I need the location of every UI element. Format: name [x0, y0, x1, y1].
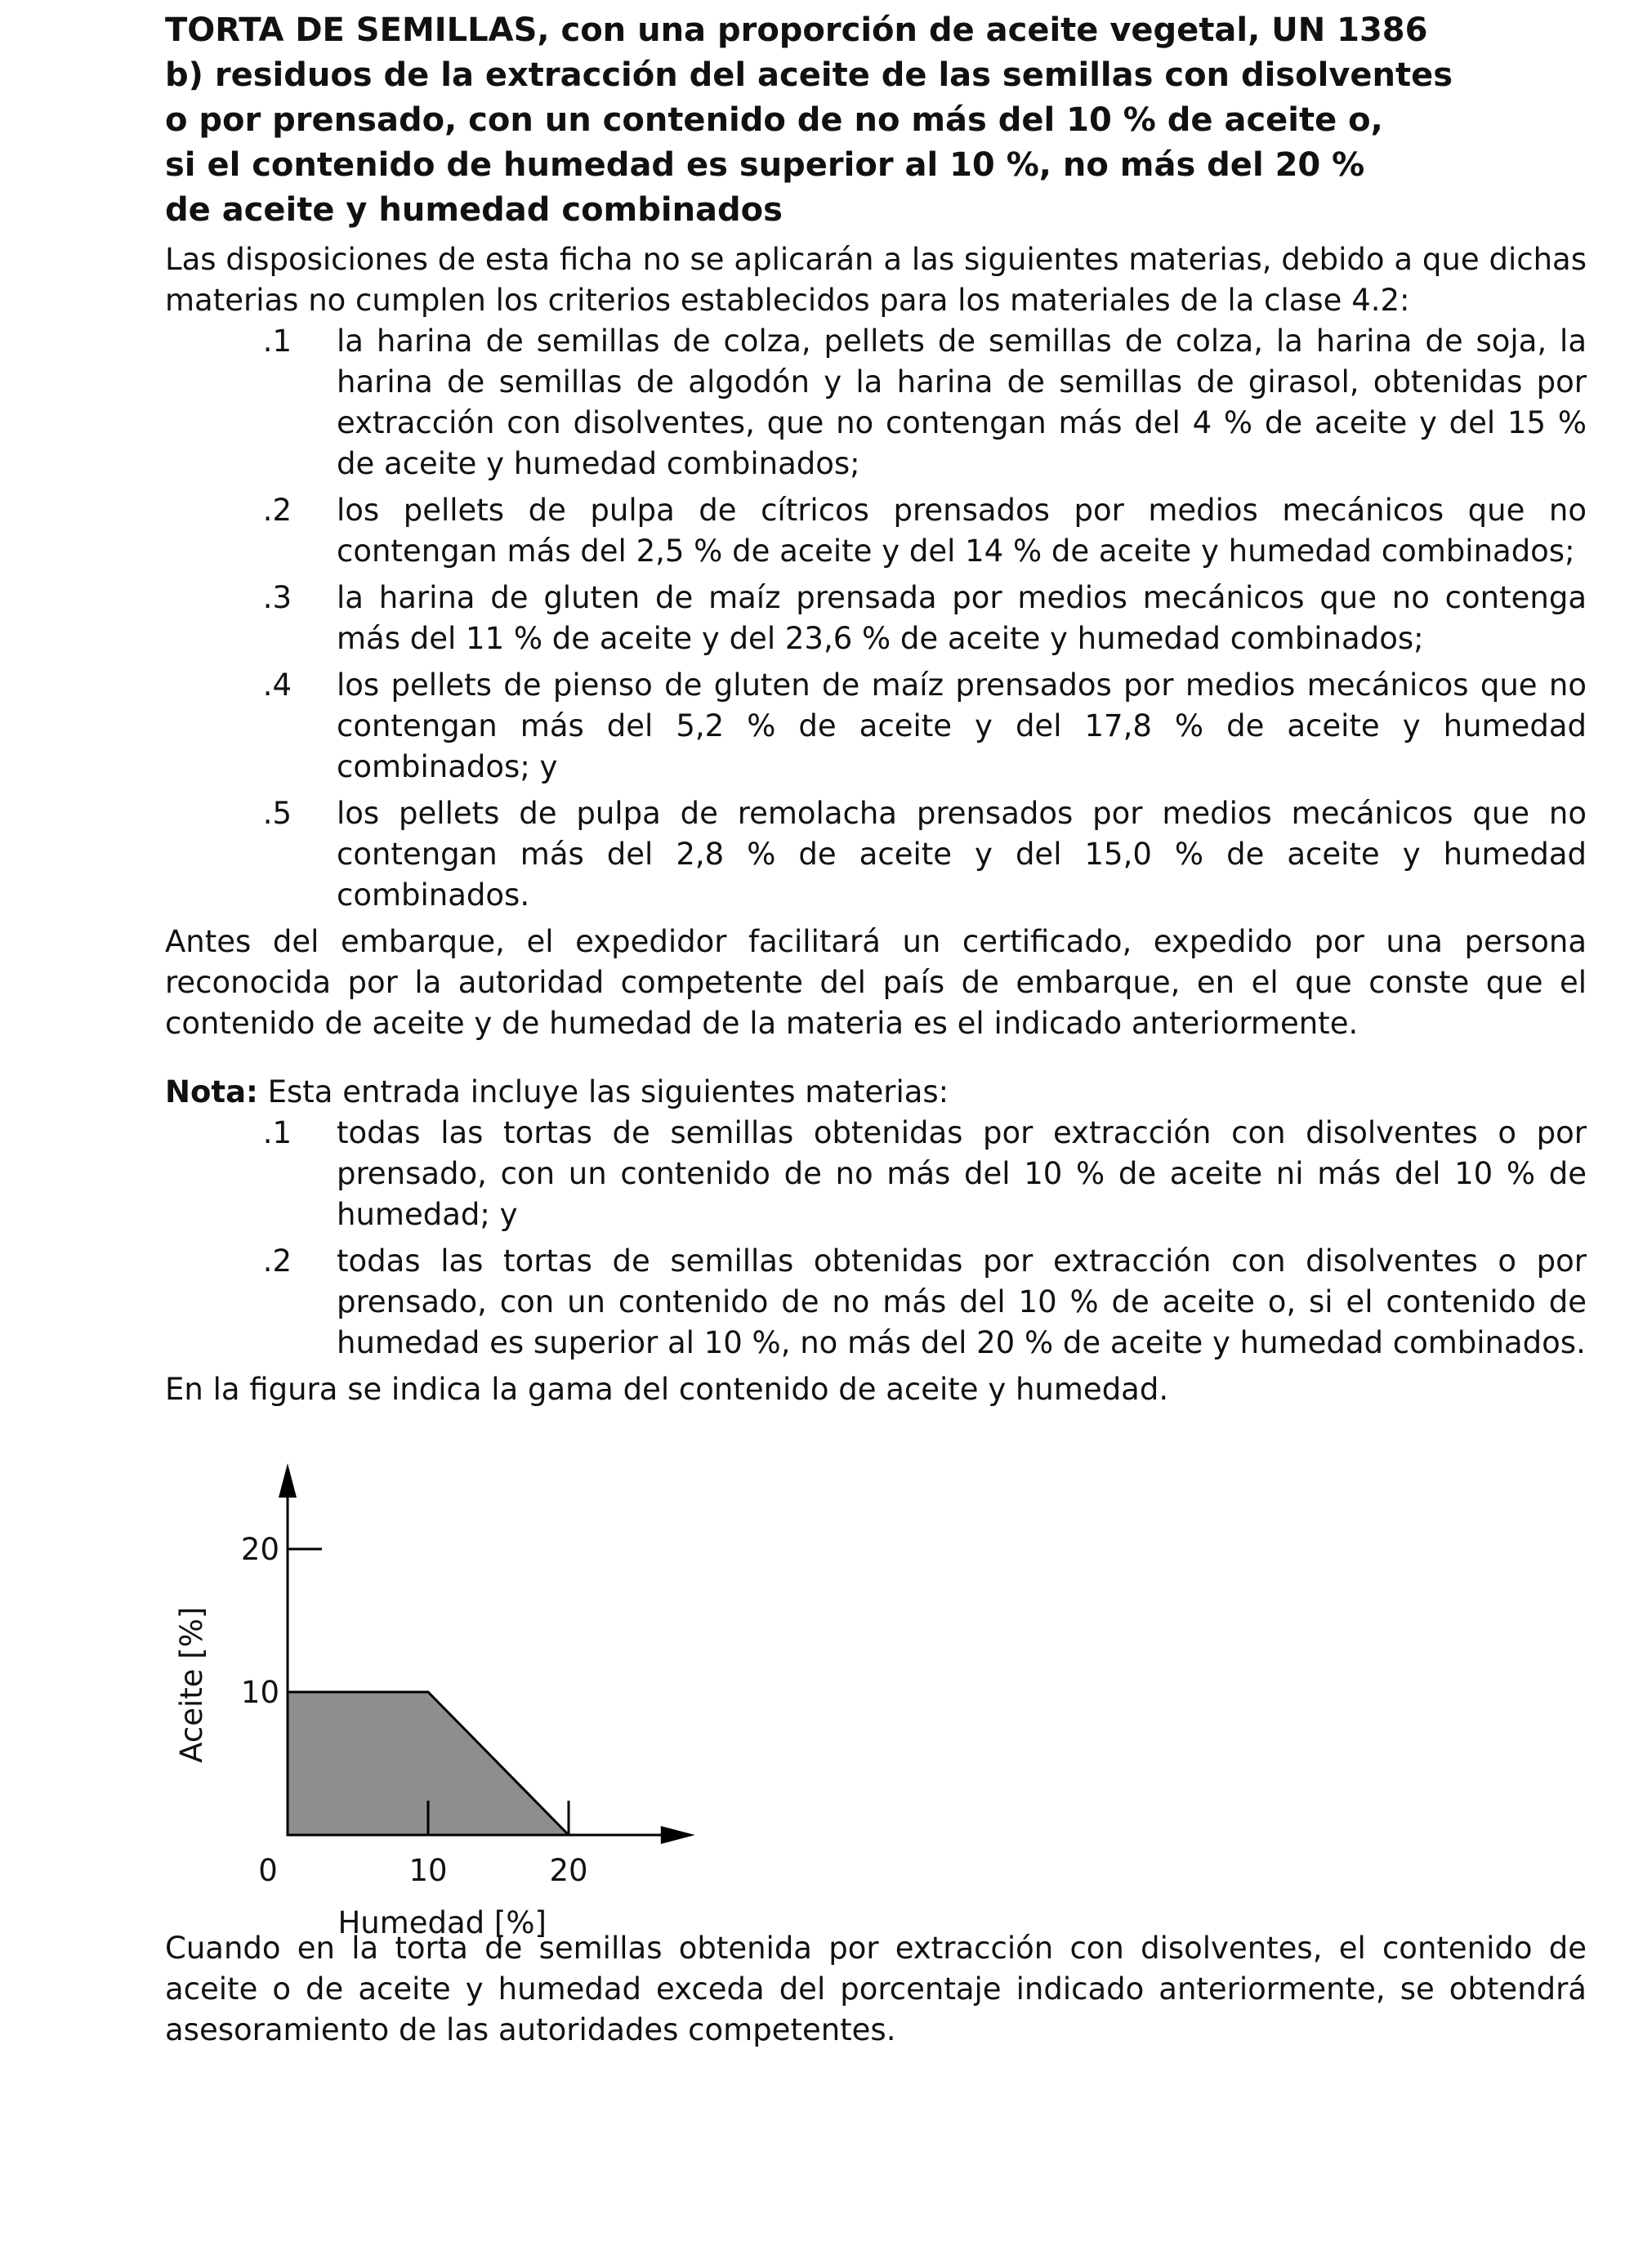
exclusions-list: [165, 321, 1587, 916]
nota-label: Nota:: [165, 1074, 258, 1109]
title-line: si el contenido de humedad es superior al 10 %, no más del 20 %: [165, 146, 1365, 184]
y-axis-arrow: [279, 1463, 297, 1498]
item-text: la harina de semillas de colza, pellets de semillas de colza, la harina de soja, la harina de semillas de algodón y la harina de semillas de girasol, obtenidas por extracción con disolventes, que no contengan más del 4 % de aceite y del 15 % de aceite y humedad combinados;: [337, 324, 1587, 481]
item-number: .3: [262, 580, 292, 615]
title-line: o por prensado, con un contenido de no más del 10 % de aceite o,: [165, 101, 1383, 139]
nota-paragraph: [165, 1072, 1587, 1113]
x-axis-arrow: [661, 1826, 695, 1844]
nota-list: [165, 1113, 1587, 1364]
document-page: [165, 0, 1587, 2051]
item-number: .4: [262, 667, 292, 703]
list-item: [165, 490, 1587, 572]
x-tick-label: 20: [549, 1853, 588, 1888]
list-item: [165, 321, 1587, 484]
x-tick-label: 10: [408, 1853, 448, 1888]
list-item: [165, 578, 1587, 659]
nota-text: Esta entrada incluye las siguientes materias:: [257, 1074, 949, 1109]
item-text: los pellets de pulpa de cítricos prensados por medios mecánicos que no contengan más del 2,5 % de aceite y del 14 % de aceite y humedad combinados;: [337, 493, 1587, 569]
item-text: todas las tortas de semillas obtenidas por extracción con disolventes o por prensado, con un contenido de no más del 10 % de aceite o, si el contenido de humedad es superior al 10 %, no más del 20 % de aceite y humedad combinados.: [337, 1243, 1587, 1360]
y-tick-label: 10: [240, 1675, 279, 1710]
title-line: de aceite y humedad combinados: [165, 191, 783, 229]
x-axis-label: Humedad [%]: [337, 1905, 547, 1940]
title-line: TORTA DE SEMILLAS, con una proporción de aceite vegetal, UN 1386: [165, 11, 1428, 49]
y-axis-label: Aceite [%]: [174, 1606, 209, 1763]
list-item: [165, 793, 1587, 916]
item-text: los pellets de pulpa de remolacha prensados por medios mecánicos que no contengan más del 2,8 % de aceite y del 15,0 % de aceite y humedad combinados.: [337, 796, 1587, 913]
item-number: .5: [262, 796, 292, 831]
figure-caption: En la figura se indica la gama del contenido de aceite y humedad.: [165, 1372, 1169, 1407]
intro-paragraph: Las disposiciones de esta ficha no se aplicarán a las siguientes materias, debido a que dichas materias no cumplen los criterios establecidos para los materiales de la clase 4.2:: [165, 242, 1587, 318]
oil-moisture-chart: [165, 1426, 770, 1940]
closing-paragraph: Cuando en la torta de semillas obtenida por extracción con disolventes, el contenido de aceite o de aceite y humedad exceda del porcentaje indicado anteriormente, se obtendrá asesoramiento de las autoridades competentes.: [165, 1931, 1587, 2047]
item-number: .2: [262, 493, 292, 528]
item-text: la harina de gluten de maíz prensada por medios mecánicos que no contenga más del 11 % de aceite y del 23,6 % de aceite y humedad combinados;: [337, 580, 1587, 656]
item-number: .1: [262, 1115, 292, 1150]
title-line: b) residuos de la extracción del aceite de las semillas con disolventes: [165, 56, 1453, 94]
item-text: todas las tortas de semillas obtenidas por extracción con disolventes o por prensado, con un contenido de no más del 10 % de aceite ni más del 10 % de humedad; y: [337, 1115, 1587, 1232]
list-item: [165, 1113, 1587, 1235]
chart-svg: [165, 1426, 770, 1940]
x-tick-label: 0: [258, 1853, 278, 1888]
item-number: .2: [262, 1243, 292, 1279]
y-tick-label: 20: [240, 1532, 279, 1567]
item-number: .1: [262, 324, 292, 359]
item-text: los pellets de pienso de gluten de maíz prensados por medios mecánicos que no contengan más del 5,2 % de aceite y del 17,8 % de aceite y humedad combinados; y: [337, 667, 1587, 784]
list-item: [165, 1241, 1587, 1364]
list-item: [165, 665, 1587, 788]
entry-title: [165, 8, 1587, 233]
certificate-paragraph: Antes del embarque, el expedidor facilitará un certificado, expedido por una persona reconocida por la autoridad competente del país de embarque, en el que conste que el contenido de aceite y de humedad de la materia es el indicado anteriormente.: [165, 924, 1587, 1041]
